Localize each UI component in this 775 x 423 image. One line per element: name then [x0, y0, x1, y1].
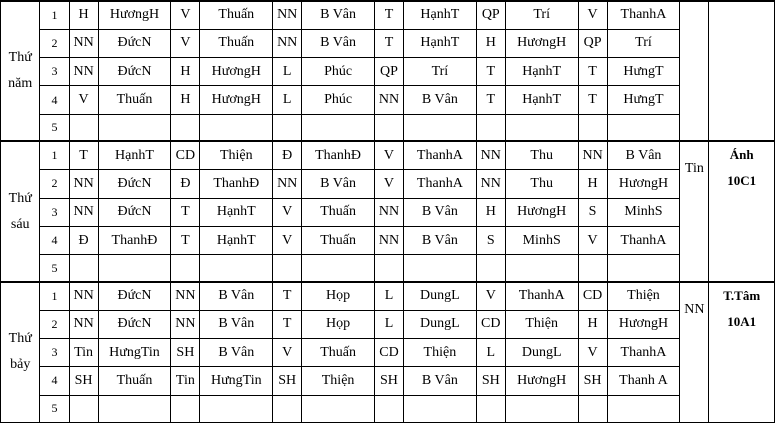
teacher-cell[interactable] [200, 255, 273, 282]
teacher-cell[interactable]: Thiện [505, 310, 578, 338]
schedule-row [1, 1, 775, 29]
side-subject-cell[interactable] [680, 282, 709, 423]
side-note-line: 10A1 [727, 313, 757, 329]
subject-cell[interactable]: NN [69, 310, 98, 338]
subject-cell[interactable]: NN [69, 282, 98, 310]
subject-cell[interactable]: T [578, 86, 607, 114]
subject-cell[interactable]: SH [476, 367, 505, 395]
period-number: 1 [40, 141, 69, 169]
subject-cell[interactable]: V [171, 29, 200, 57]
period-number: 3 [40, 198, 69, 226]
day-label-line: năm [8, 76, 33, 92]
teacher-cell[interactable]: Họp [302, 282, 375, 310]
subject-cell[interactable] [578, 255, 607, 282]
side-note-cell[interactable] [709, 141, 775, 281]
period-number: 3 [40, 58, 69, 86]
teacher-cell[interactable]: Họp [302, 310, 375, 338]
subject-cell[interactable]: H [69, 1, 98, 29]
schedule-row [1, 282, 775, 310]
subject-cell[interactable] [476, 114, 505, 141]
subject-cell[interactable]: T [476, 86, 505, 114]
subject-cell[interactable]: V [171, 1, 200, 29]
subject-cell[interactable]: T [476, 58, 505, 86]
teacher-cell[interactable]: B Vân [607, 141, 680, 169]
subject-cell[interactable]: V [374, 170, 403, 198]
teacher-cell[interactable] [302, 255, 375, 282]
subject-cell[interactable] [374, 114, 403, 141]
subject-cell[interactable]: L [374, 310, 403, 338]
teacher-cell[interactable]: ĐứcN [98, 29, 171, 57]
period-number: 4 [40, 226, 69, 254]
period-number: 4 [40, 367, 69, 395]
teacher-cell[interactable]: HạnhT [98, 141, 171, 169]
teacher-cell[interactable]: ThanhA [607, 1, 680, 29]
side-subject-cell[interactable] [680, 141, 709, 281]
teacher-cell[interactable]: Thiện [607, 282, 680, 310]
teacher-cell[interactable]: ThanhA [404, 170, 477, 198]
teacher-cell[interactable]: Thiện [302, 367, 375, 395]
side-note-cell[interactable] [709, 282, 775, 423]
teacher-cell[interactable] [404, 255, 477, 282]
side-note-cell[interactable] [709, 1, 775, 141]
teacher-cell[interactable]: HươngH [98, 1, 171, 29]
subject-cell[interactable] [273, 114, 302, 141]
teacher-cell[interactable]: Trí [404, 58, 477, 86]
period-number: 5 [40, 255, 69, 282]
teacher-cell[interactable]: Thu [505, 170, 578, 198]
subject-cell[interactable]: Tin [69, 339, 98, 367]
schedule-row [1, 141, 775, 169]
teacher-cell[interactable]: ThanhA [607, 226, 680, 254]
subject-cell[interactable]: NN [273, 1, 302, 29]
subject-cell[interactable] [578, 114, 607, 141]
period-number: 1 [40, 1, 69, 29]
subject-cell[interactable]: S [476, 226, 505, 254]
teacher-cell[interactable] [505, 114, 578, 141]
subject-cell[interactable]: SH [374, 367, 403, 395]
side-subject-cell[interactable] [680, 1, 709, 141]
teacher-cell[interactable]: Phúc [302, 58, 375, 86]
teacher-cell[interactable]: B Vân [404, 86, 477, 114]
subject-cell[interactable]: L [476, 339, 505, 367]
teacher-cell[interactable] [607, 395, 680, 422]
subject-cell[interactable]: Đ [273, 141, 302, 169]
teacher-cell[interactable]: B Vân [302, 29, 375, 57]
subject-cell[interactable]: H [171, 86, 200, 114]
subject-cell[interactable]: NN [69, 170, 98, 198]
teacher-cell[interactable]: HưngT [607, 58, 680, 86]
teacher-cell[interactable] [302, 395, 375, 422]
schedule-row [1, 198, 775, 226]
subject-cell[interactable]: V [69, 86, 98, 114]
period-number: 2 [40, 29, 69, 57]
subject-cell[interactable]: QP [374, 58, 403, 86]
teacher-cell[interactable] [607, 114, 680, 141]
subject-cell[interactable]: Tin [171, 367, 200, 395]
side-note-line: Ánh [729, 147, 754, 163]
teacher-cell[interactable]: Thu [505, 141, 578, 169]
teacher-cell[interactable]: ThanhĐ [98, 226, 171, 254]
teacher-cell[interactable]: ThanhA [607, 339, 680, 367]
teacher-cell[interactable] [505, 255, 578, 282]
schedule-row [1, 29, 775, 57]
subject-cell[interactable]: NN [273, 29, 302, 57]
subject-cell[interactable]: NN [69, 29, 98, 57]
subject-cell[interactable]: V [374, 141, 403, 169]
side-note-line: T.Tâm [723, 287, 761, 303]
subject-cell[interactable] [578, 395, 607, 422]
period-number: 4 [40, 86, 69, 114]
teacher-cell[interactable] [505, 395, 578, 422]
day-label-line: Thứ [8, 331, 32, 347]
subject-cell[interactable]: H [476, 198, 505, 226]
teacher-cell[interactable]: B Vân [200, 310, 273, 338]
teacher-cell[interactable]: Thuấn [302, 226, 375, 254]
subject-cell[interactable]: V [273, 339, 302, 367]
teacher-cell[interactable]: HươngH [607, 170, 680, 198]
subject-cell[interactable]: CD [374, 339, 403, 367]
subject-cell[interactable]: QP [476, 1, 505, 29]
teacher-cell[interactable] [302, 114, 375, 141]
subject-cell[interactable]: V [476, 282, 505, 310]
schedule-row [1, 58, 775, 86]
subject-cell[interactable]: NN [476, 141, 505, 169]
subject-cell[interactable] [476, 255, 505, 282]
subject-cell[interactable] [476, 395, 505, 422]
teacher-cell[interactable]: MinhS [505, 226, 578, 254]
subject-cell[interactable] [374, 395, 403, 422]
teacher-cell[interactable]: DungL [404, 282, 477, 310]
teacher-cell[interactable]: B Vân [302, 1, 375, 29]
subject-cell[interactable]: SH [273, 367, 302, 395]
teacher-cell[interactable]: Thiện [404, 339, 477, 367]
subject-cell[interactable]: NN [476, 170, 505, 198]
day-label-line: sáu [10, 216, 30, 232]
subject-cell[interactable]: T [374, 1, 403, 29]
teacher-cell[interactable]: HươngH [505, 198, 578, 226]
teacher-cell[interactable]: Thuấn [200, 29, 273, 57]
subject-cell[interactable] [374, 255, 403, 282]
subject-cell[interactable]: SH [69, 367, 98, 395]
schedule-row [1, 86, 775, 114]
subject-cell[interactable]: T [273, 282, 302, 310]
subject-cell[interactable]: NN [374, 226, 403, 254]
subject-cell[interactable]: V [578, 339, 607, 367]
teacher-cell[interactable]: ĐứcN [98, 170, 171, 198]
subject-cell[interactable]: NN [69, 198, 98, 226]
subject-cell[interactable]: H [578, 310, 607, 338]
side-subject-label: Tin [684, 161, 704, 177]
subject-cell[interactable]: SH [171, 339, 200, 367]
subject-cell[interactable]: NN [374, 86, 403, 114]
subject-cell[interactable] [171, 114, 200, 141]
teacher-cell[interactable]: MinhS [607, 198, 680, 226]
subject-cell[interactable]: T [171, 226, 200, 254]
subject-cell[interactable]: Đ [171, 170, 200, 198]
teacher-cell[interactable]: HưngT [607, 86, 680, 114]
teacher-cell[interactable]: DungL [404, 310, 477, 338]
teacher-cell[interactable]: Thuấn [200, 1, 273, 29]
teacher-cell[interactable] [98, 114, 171, 141]
schedule-row [1, 339, 775, 367]
subject-cell[interactable]: NN [374, 198, 403, 226]
day-label-line: bảy [10, 357, 31, 373]
teacher-cell[interactable] [607, 255, 680, 282]
day-label [1, 141, 40, 281]
subject-cell[interactable]: V [273, 198, 302, 226]
subject-cell[interactable]: H [476, 29, 505, 57]
period-number: 3 [40, 339, 69, 367]
teacher-cell[interactable]: ĐứcN [98, 282, 171, 310]
teacher-cell[interactable]: Trí [505, 1, 578, 29]
teacher-cell[interactable]: DungL [505, 339, 578, 367]
teacher-cell[interactable]: B Vân [404, 367, 477, 395]
subject-cell[interactable]: NN [273, 170, 302, 198]
teacher-cell[interactable]: HươngH [607, 310, 680, 338]
teacher-cell[interactable]: HưngTin [200, 367, 273, 395]
day-label [1, 1, 40, 141]
teacher-cell[interactable]: Thuấn [98, 86, 171, 114]
teacher-cell[interactable]: HạnhT [404, 29, 477, 57]
teacher-cell[interactable]: HươngH [200, 86, 273, 114]
subject-cell[interactable]: T [69, 141, 98, 169]
subject-cell[interactable] [273, 255, 302, 282]
teacher-cell[interactable]: Trí [607, 29, 680, 57]
teacher-cell[interactable]: Thanh A [607, 367, 680, 395]
teacher-cell[interactable]: HạnhT [505, 86, 578, 114]
subject-cell[interactable]: L [273, 86, 302, 114]
subject-cell[interactable] [171, 395, 200, 422]
teacher-cell[interactable]: Phúc [302, 86, 375, 114]
schedule-row [1, 255, 775, 282]
teacher-cell[interactable]: ĐứcN [98, 310, 171, 338]
subject-cell[interactable] [69, 114, 98, 141]
subject-cell[interactable]: CD [476, 310, 505, 338]
subject-cell[interactable]: CD [171, 141, 200, 169]
teacher-cell[interactable]: HạnhT [200, 198, 273, 226]
subject-cell[interactable] [273, 395, 302, 422]
teacher-cell[interactable]: HạnhT [200, 226, 273, 254]
subject-cell[interactable]: NN [69, 58, 98, 86]
teacher-cell[interactable]: B Vân [200, 339, 273, 367]
subject-cell[interactable]: S [578, 198, 607, 226]
period-number: 2 [40, 310, 69, 338]
subject-cell[interactable]: NN [171, 282, 200, 310]
teacher-cell[interactable]: ThanhĐ [200, 170, 273, 198]
teacher-cell[interactable]: HạnhT [404, 1, 477, 29]
teacher-cell[interactable]: HươngH [505, 29, 578, 57]
teacher-cell[interactable]: B Vân [404, 198, 477, 226]
subject-cell[interactable]: V [578, 226, 607, 254]
subject-cell[interactable] [69, 255, 98, 282]
teacher-cell[interactable]: B Vân [200, 282, 273, 310]
schedule-row [1, 367, 775, 395]
teacher-cell[interactable]: Thiện [200, 141, 273, 169]
teacher-cell[interactable]: ĐứcN [98, 58, 171, 86]
subject-cell[interactable]: T [374, 29, 403, 57]
subject-cell[interactable]: L [273, 58, 302, 86]
teacher-cell[interactable] [200, 114, 273, 141]
schedule-row [1, 395, 775, 422]
period-number: 5 [40, 395, 69, 422]
subject-cell[interactable]: V [578, 1, 607, 29]
side-note-line: 10C1 [727, 173, 757, 189]
subject-cell[interactable]: T [171, 198, 200, 226]
day-label [1, 282, 40, 423]
schedule-row [1, 170, 775, 198]
subject-cell[interactable]: H [578, 170, 607, 198]
teacher-cell[interactable] [404, 395, 477, 422]
schedule-row [1, 114, 775, 141]
subject-cell[interactable]: V [273, 226, 302, 254]
teacher-cell[interactable]: ThanhA [505, 282, 578, 310]
subject-cell[interactable]: NN [171, 310, 200, 338]
subject-cell[interactable]: SH [578, 367, 607, 395]
period-number: 1 [40, 282, 69, 310]
schedule-row [1, 226, 775, 254]
day-label-line: Thứ [8, 190, 32, 206]
day-label-line: Thứ [8, 50, 32, 66]
teacher-cell[interactable]: ThanhA [404, 141, 477, 169]
teacher-cell[interactable]: Thuấn [302, 339, 375, 367]
teacher-cell[interactable]: B Vân [302, 170, 375, 198]
teacher-cell[interactable] [98, 255, 171, 282]
subject-cell[interactable]: T [578, 58, 607, 86]
schedule-row [1, 310, 775, 338]
teacher-cell[interactable]: B Vân [404, 226, 477, 254]
teacher-cell[interactable]: HưngTin [98, 339, 171, 367]
period-number: 5 [40, 114, 69, 141]
subject-cell[interactable] [69, 395, 98, 422]
subject-cell[interactable]: H [171, 58, 200, 86]
subject-cell[interactable]: T [273, 310, 302, 338]
subject-cell[interactable]: QP [578, 29, 607, 57]
subject-cell[interactable]: Đ [69, 226, 98, 254]
period-number: 2 [40, 170, 69, 198]
subject-cell[interactable]: L [374, 282, 403, 310]
teacher-cell[interactable]: ĐứcN [98, 198, 171, 226]
side-subject-label: NN [684, 301, 705, 317]
teacher-cell[interactable]: HươngH [505, 367, 578, 395]
subject-cell[interactable]: CD [578, 282, 607, 310]
subject-cell[interactable]: NN [578, 141, 607, 169]
subject-cell[interactable] [171, 255, 200, 282]
teacher-cell[interactable]: Thuấn [302, 198, 375, 226]
teacher-cell[interactable]: ThanhĐ [302, 141, 375, 169]
teacher-cell[interactable] [200, 395, 273, 422]
teacher-cell[interactable]: HạnhT [505, 58, 578, 86]
teacher-cell[interactable]: HươngH [200, 58, 273, 86]
teacher-cell[interactable] [98, 395, 171, 422]
teacher-cell[interactable]: Thuấn [98, 367, 171, 395]
teacher-cell[interactable] [404, 114, 477, 141]
